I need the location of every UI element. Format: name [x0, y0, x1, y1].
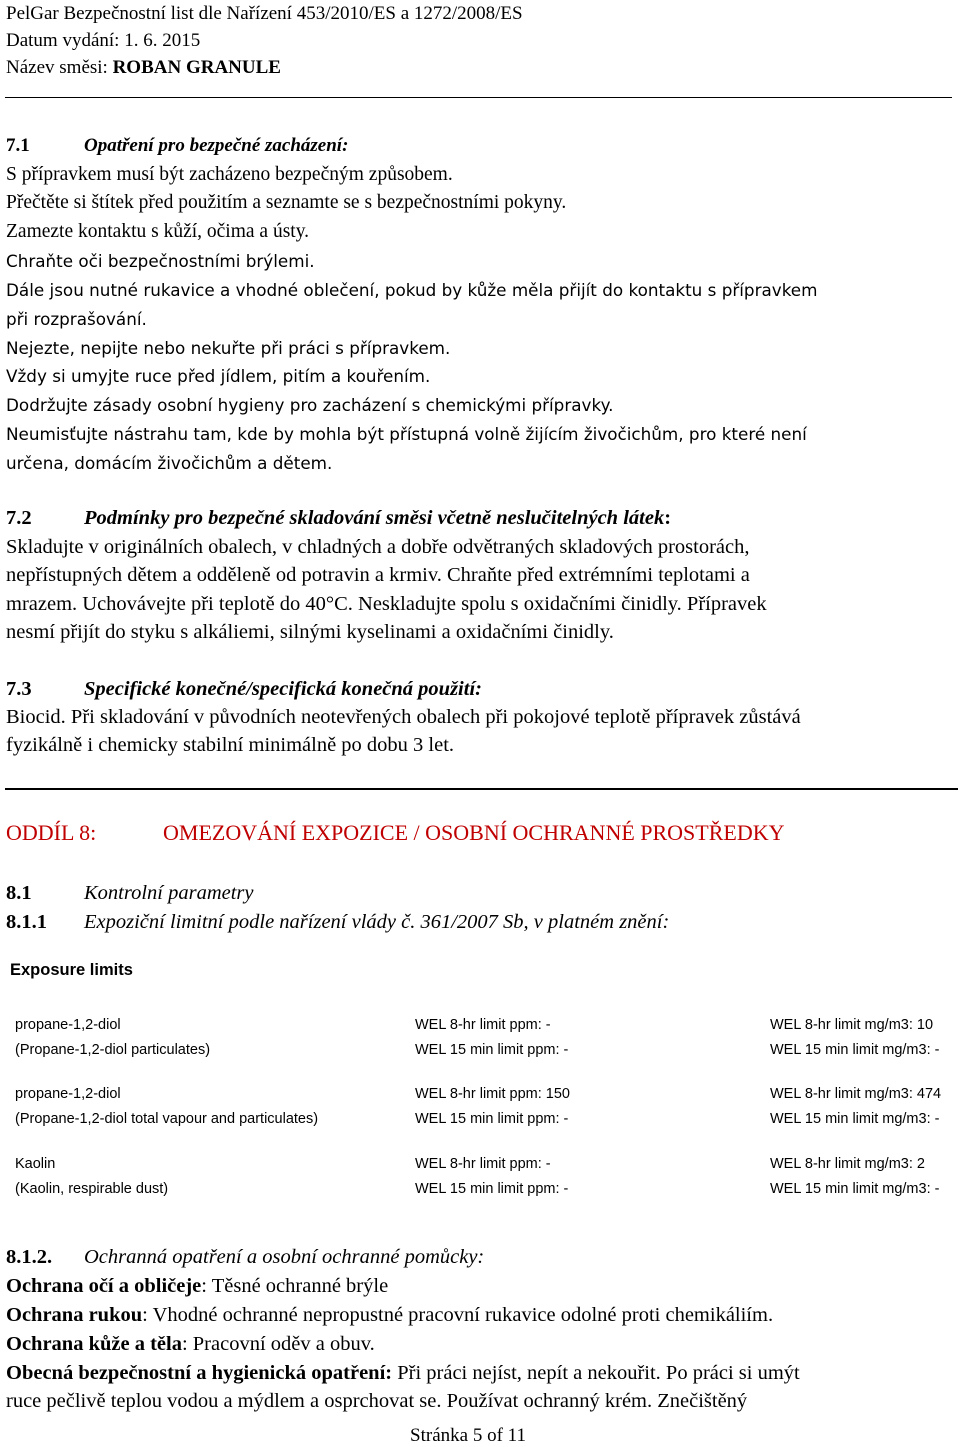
- exposure-substance: propane-1,2-diol: [15, 1086, 121, 1102]
- exposure-limit-ppm: WEL 8-hr limit ppm: 150: [415, 1086, 570, 1102]
- exposure-limit-mgm3: WEL 15 min limit mg/m3: -: [770, 1181, 940, 1197]
- section-7-3-heading: 7.3 Specifické konečné/specifická konečná použití:: [6, 678, 482, 700]
- eye-protection: Ochrana očí a obličeje: Těsné ochranné brýle: [6, 1275, 389, 1297]
- header-divider: [5, 97, 952, 98]
- s71-line-3: Zamezte kontaktu s kůží, očima a ústy.: [6, 221, 310, 242]
- s71-line-8: Vždy si umyjte ruce před jídlem, pitím a kouřením.: [6, 366, 431, 386]
- s73-line-2: fyzikálně i chemicky stabilní minimálně po dobu 3 let.: [6, 734, 455, 756]
- section-8-1-1-heading: 8.1.1 Expoziční limitní podle nařízení vlády č. 361/2007 Sb, v platném znění:: [6, 911, 670, 933]
- section-7-2-heading: 7.2 Podmínky pro bezpečné skladování směsi včetně neslučitelných látek:: [6, 507, 672, 529]
- exposure-limit-mgm3: WEL 15 min limit mg/m3: -: [770, 1042, 940, 1058]
- general-hygiene: Obecná bezpečnostní a hygienická opatření: Při práci nejíst, nepít a nekouřit. Po práci si umýt: [6, 1362, 800, 1384]
- s72-line-2: nepřístupných dětem a odděleně od potravin a krmiv. Chraňte před extrémními teplotami a: [6, 564, 750, 586]
- product-name: ROBAN GRANULE: [112, 57, 281, 78]
- general-hygiene-cont: ruce pečlivě teplou vodou a mýdlem a osprchovat se. Používat ochranný krém. Znečištěný: [6, 1390, 748, 1412]
- document-header: [6, 0, 523, 81]
- exposure-limit-mgm3: WEL 8-hr limit mg/m3: 2: [770, 1156, 925, 1172]
- exposure-limit-ppm: WEL 8-hr limit ppm: -: [415, 1017, 551, 1033]
- exposure-limit-mgm3: WEL 15 min limit mg/m3: -: [770, 1111, 940, 1127]
- s71-line-10: Neumisťujte nástrahu tam, kde by mohla být přístupná volně žijícím živočichům, pro které není: [6, 424, 807, 444]
- s71-line-4: Chraňte oči bezpečnostními brýlemi.: [6, 251, 315, 271]
- section-divider: [5, 788, 958, 790]
- s71-line-1: S přípravkem musí být zacházeno bezpečným způsobem.: [6, 164, 453, 185]
- skin-protection: Ochrana kůže a těla: Pracovní oděv a obuv.: [6, 1333, 375, 1355]
- s71-line-2: Přečtěte si štítek před použitím a seznamte se s bezpečnostními pokyny.: [6, 192, 567, 213]
- exposure-limit-ppm: WEL 15 min limit ppm: -: [415, 1181, 569, 1197]
- s71-line-9: Dodržujte zásady osobní hygieny pro zacházení s chemickými přípravky.: [6, 395, 614, 415]
- exposure-substance: (Kaolin, respirable dust): [15, 1181, 169, 1197]
- section-8-label: ODDÍL 8:: [6, 820, 97, 845]
- s72-line-1: Skladujte v originálních obalech, v chladných a dobře odvětraných skladových prostorách,: [6, 536, 750, 558]
- header-date: Datum vydání: 1. 6. 2015: [6, 30, 201, 51]
- s71-line-5: Dále jsou nutné rukavice a vhodné oblečení, pokud by kůže měla přijít do kontaktu s přípravkem: [6, 280, 818, 300]
- exposure-limits-title: Exposure limits: [10, 961, 133, 979]
- section-8-title: OMEZOVÁNÍ EXPOZICE / OSOBNÍ OCHRANNÉ PROSTŘEDKY: [163, 820, 785, 845]
- exposure-limit-mgm3: WEL 8-hr limit mg/m3: 474: [770, 1086, 942, 1102]
- s71-line-7: Nejezte, nepijte nebo nekuřte při práci s přípravkem.: [6, 338, 451, 358]
- section-8-1-2-heading: 8.1.2. Ochranná opatření a osobní ochranné pomůcky:: [6, 1246, 485, 1268]
- exposure-substance: (Propane-1,2-diol particulates): [15, 1042, 211, 1058]
- page-number: Stránka 5 of 11: [410, 1425, 526, 1446]
- exposure-substance: Kaolin: [15, 1156, 56, 1172]
- s71-line-6: při rozprašování.: [6, 309, 147, 329]
- section-8-1-heading: 8.1 Kontrolní parametry: [6, 882, 254, 904]
- header-title: PelGar Bezpečnostní list dle Nařízení 453/2010/ES a 1272/2008/ES: [6, 3, 523, 24]
- section-8-heading: [6, 820, 785, 846]
- exposure-substance: propane-1,2-diol: [15, 1017, 121, 1033]
- s72-line-4: nesmí přijít do styku s alkáliemi, silnými kyselinami a oxidačními činidly.: [6, 621, 614, 643]
- exposure-limit-ppm: WEL 8-hr limit ppm: -: [415, 1156, 551, 1172]
- s72-line-3: mrazem. Uchovávejte při teplotě do 40°C. Neskladujte spolu s oxidačními činidly. Přípravek: [6, 593, 767, 615]
- exposure-limit-mgm3: WEL 8-hr limit mg/m3: 10: [770, 1017, 934, 1033]
- exposure-limit-ppm: WEL 15 min limit ppm: -: [415, 1111, 569, 1127]
- exposure-substance: (Propane-1,2-diol total vapour and particulates): [15, 1111, 319, 1127]
- header-product: Název směsi: ROBAN GRANULE: [6, 57, 281, 78]
- section-7-1-heading: 7.1 Opatření pro bezpečné zacházení:: [6, 135, 349, 156]
- s73-line-1: Biocid. Při skladování v původních neotevřených obalech při pokojové teplotě přípravek zůstává: [6, 706, 801, 728]
- s71-line-11: určena, domácím živočichům a dětem.: [6, 453, 333, 473]
- exposure-limit-ppm: WEL 15 min limit ppm: -: [415, 1042, 569, 1058]
- hand-protection: Ochrana rukou: Vhodné ochranné nepropustné pracovní rukavice odolné proti chemikáliím.: [6, 1304, 774, 1326]
